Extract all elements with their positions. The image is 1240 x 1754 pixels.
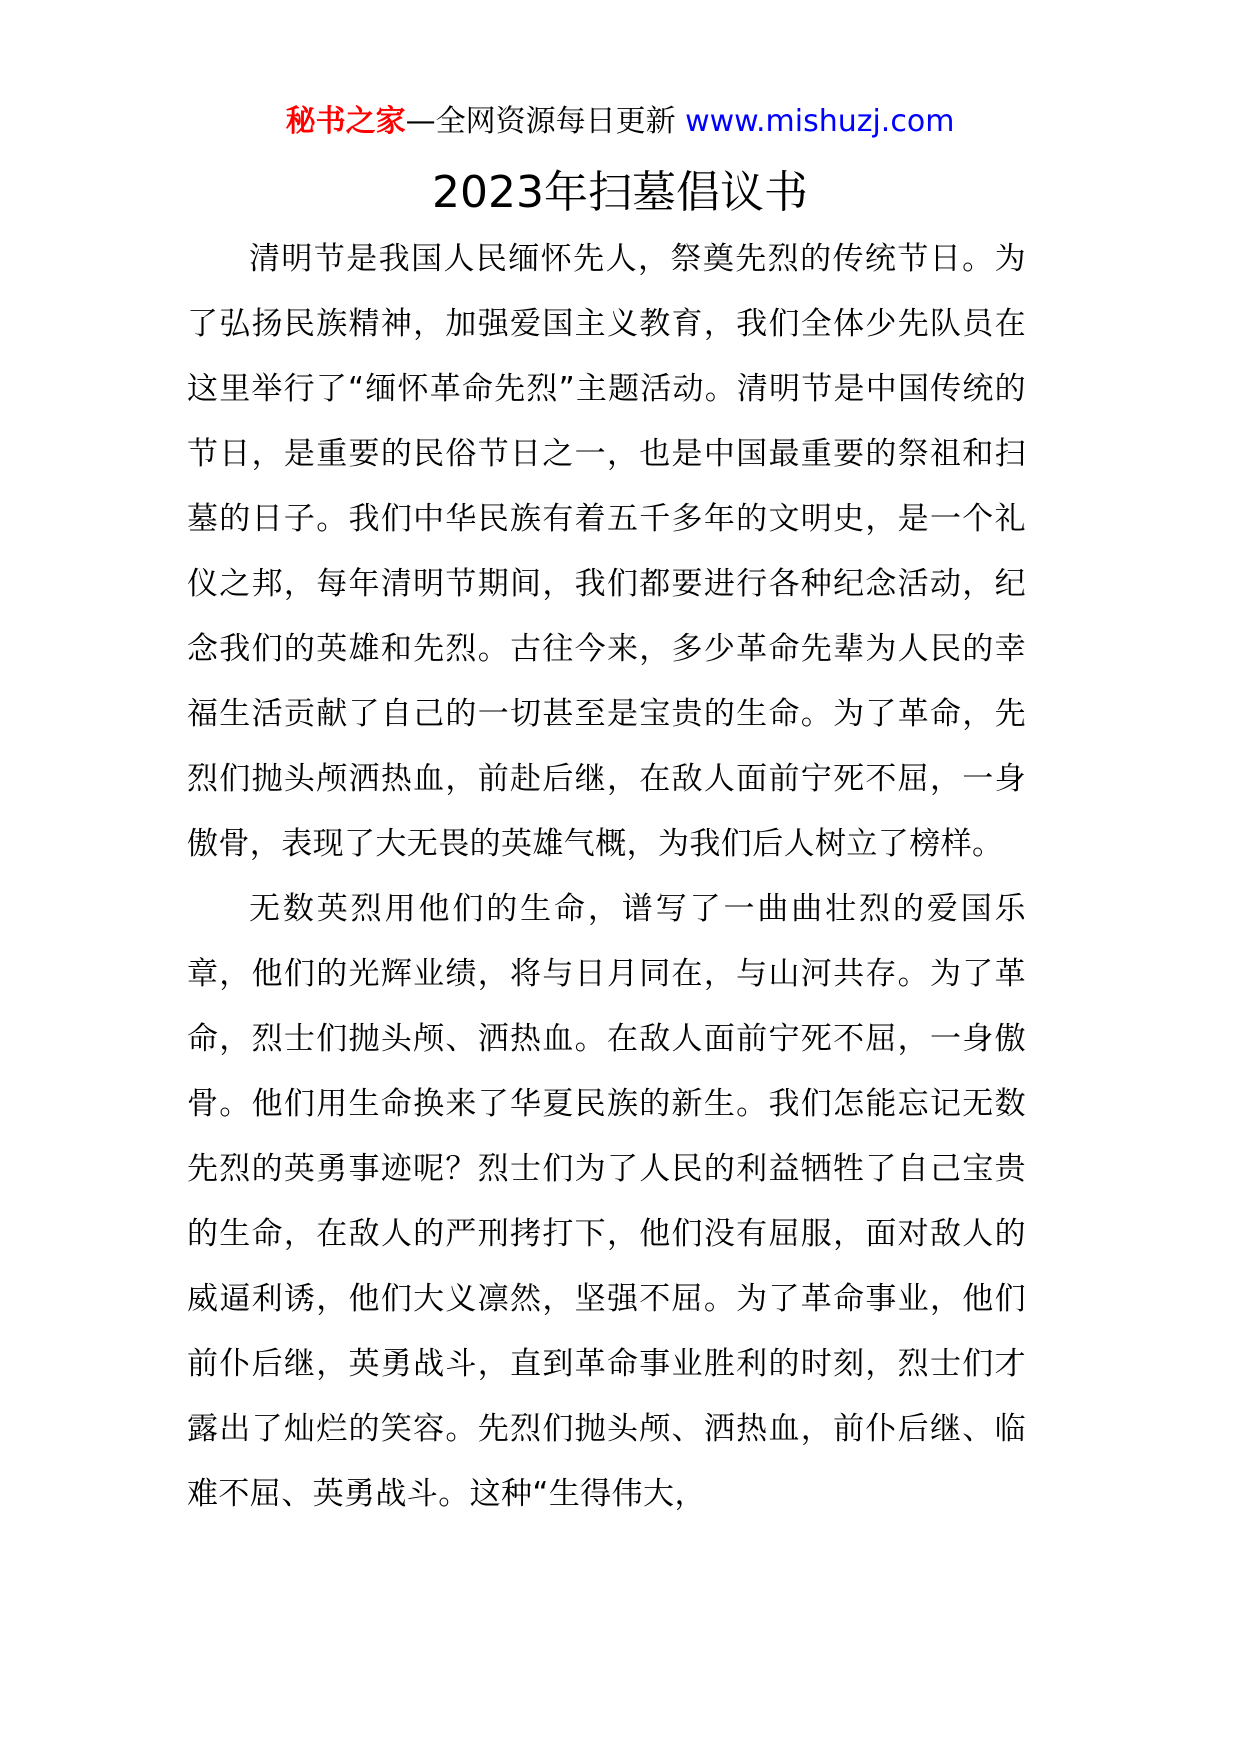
site-url: www.mishuzj.com	[675, 104, 955, 139]
paragraph: 无数英烈用他们的生命，谱写了一曲曲壮烈的爱国乐章，他们的光辉业绩，将与日月同在，与山河共存。为了革命，烈士们抛头颅、洒热血。在敌人面前宁死不屈，一身傲骨。他们用生命换来了华夏民族的新生。我们怎能忘记无数先烈的英勇事迹呢？烈士们为了人民的利益牺牲了自己宝贵的生命，在敌人的严刑拷打下，他们没有屈服，面对敌人的威逼利诱，他们大义凛然，坚强不屈。为了革命事业，他们前仆后继，英勇战斗，直到革命事业胜利的时刻，烈士们才露出了灿烂的笑容。先烈们抛头颅、洒热血，前仆后继、临难不屈、英勇战斗。这种“生得伟大，	[187, 891, 1026, 1512]
document-body	[187, 227, 1026, 1527]
brand-name: 秘书之家	[285, 104, 406, 139]
document-title: 2023年扫墓倡议书	[432, 167, 808, 218]
watermark-header	[0, 100, 1240, 144]
paragraph: 清明节是我国人民缅怀先人，祭奠先烈的传统节日。为了弘扬民族精神，加强爱国主义教育，我们全体少先队员在这里举行了“缅怀革命先烈”主题活动。清明节是中国传统的节日，是重要的民俗节日之一，也是中国最重要的祭祖和扫墓的日子。我们中华民族有着五千多年的文明史，是一个礼仪之邦，每年清明节期间，我们都要进行各种纪念活动，纪念我们的英雄和先烈。古往今来，多少革命先辈为人民的幸福生活贡献了自己的一切甚至是宝贵的生命。为了革命，先烈们抛头颅洒热血，前赴后继，在敌人面前宁死不屈，一身傲骨，表现了大无畏的英雄气概，为我们后人树立了榜样。	[187, 241, 1026, 862]
header-tagline: —全网资源每日更新	[405, 104, 676, 139]
